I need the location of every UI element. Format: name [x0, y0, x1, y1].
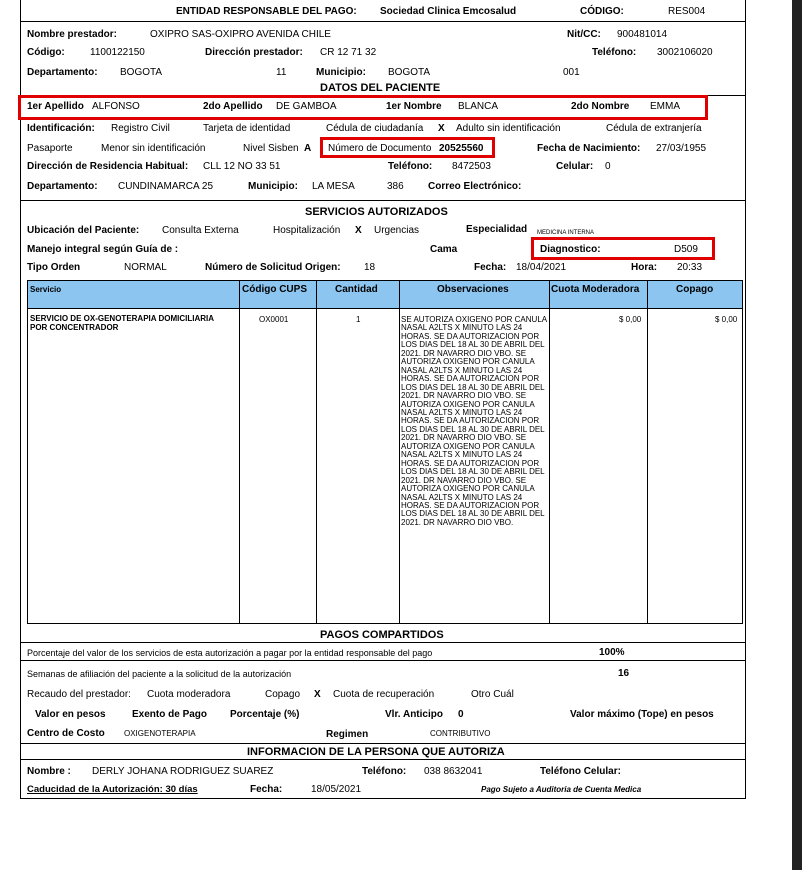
service-hour-value: 20:33	[677, 262, 703, 273]
authorizer-date-value: 18/05/2021	[311, 784, 362, 795]
provider-dept-value: BOGOTA	[120, 67, 163, 78]
table-border	[27, 309, 28, 623]
provider-nit-value: 900481014	[617, 29, 668, 40]
collection-label: Recaudo del prestador:	[27, 689, 131, 700]
col-header-cups: Código CUPS	[242, 284, 307, 295]
col-header-copay: Copago	[676, 284, 714, 295]
service-hour-label: Hora:	[631, 262, 658, 273]
weeks-value: 16	[618, 668, 630, 679]
provider-code-value: 1100122150	[90, 47, 145, 58]
id-selected-mark: X	[438, 123, 445, 134]
residence-value: CLL 12 NO 33 51	[203, 161, 281, 172]
authorizer-phone-label: Teléfono:	[362, 766, 407, 777]
row-fee: $ 0,00	[619, 315, 642, 324]
residence-label: Dirección de Residencia Habitual:	[27, 161, 189, 172]
id-option-minor-no-id: Menor sin identificación	[101, 143, 206, 154]
provider-code-label: Código:	[27, 47, 65, 58]
percent-label: Porcentaje (%)	[230, 709, 300, 720]
provider-muni-code: 001	[563, 67, 580, 78]
id-option-citizenship-card: Cédula de ciudadanía	[326, 123, 424, 134]
id-option-foreign-card: Cédula de extranjería	[606, 123, 702, 134]
name2-label: 2do Nombre	[571, 101, 630, 112]
exempt-label: Exento de Pago	[132, 709, 208, 720]
provider-muni-value: BOGOTA	[388, 67, 431, 78]
order-type-value: NORMAL	[124, 262, 167, 273]
col-header-service: Servicio	[30, 285, 62, 294]
col-header-observations: Observaciones	[437, 284, 509, 295]
document-number-label: Número de Documento	[328, 143, 432, 154]
birth-date-label: Fecha de Nacimiento:	[537, 143, 641, 154]
patient-cell-label: Celular:	[556, 161, 594, 172]
advance-value: 0	[458, 709, 464, 720]
payment-percent-value: 100%	[599, 647, 625, 658]
code-label: CÓDIGO:	[580, 6, 624, 17]
divider	[20, 200, 745, 201]
code-value: RES004	[668, 6, 706, 17]
name1-value: BLANCA	[458, 101, 499, 112]
provider-nit-label: Nit/CC:	[567, 29, 601, 40]
email-label: Correo Electrónico:	[428, 181, 522, 192]
authorizer-phone-value: 038 8632041	[424, 766, 483, 777]
table-border	[742, 280, 743, 623]
diagnosis-value: D509	[674, 244, 698, 255]
divider	[20, 660, 745, 661]
row-service: SERVICIO DE OX-GENOTERAPIA DOMICILIARIA POR CONCENTRADOR	[30, 314, 214, 332]
id-option-civil-registry: Registro Civil	[111, 123, 170, 134]
table-border	[647, 280, 648, 623]
patient-muni-value: LA MESA	[312, 181, 355, 192]
entity-label: ENTIDAD RESPONSABLE DEL PAGO:	[176, 6, 357, 17]
table-border	[549, 280, 550, 623]
col-header-fee: Cuota Moderadora	[551, 284, 640, 295]
sisben-label: Nivel Sisben	[243, 143, 299, 154]
id-option-adult-no-id: Adulto sin identificación	[456, 123, 561, 134]
payment-percent-label: Porcentaje del valor de los servicios de esta autorización a pagar por la entidad responsable del pago	[27, 648, 433, 658]
table-border	[316, 280, 317, 623]
expiry-label: Caducidad de la Autorización: 30 días	[27, 784, 198, 795]
name1-label: 1er Nombre	[386, 101, 442, 112]
viewer-scrollbar[interactable]	[792, 0, 802, 870]
divider	[20, 21, 745, 22]
location-option-hospital: Hospitalización	[273, 225, 341, 236]
patient-dept-label: Departamento:	[27, 181, 98, 192]
services-section-title: SERVICIOS AUTORIZADOS	[305, 206, 448, 218]
authorizer-name-label: Nombre :	[27, 766, 71, 777]
row-cups: OX0001	[259, 315, 289, 324]
authorizer-cell-label: Teléfono Celular:	[540, 766, 621, 777]
order-type-label: Tipo Orden	[27, 262, 81, 273]
patient-muni-label: Municipio:	[248, 181, 298, 192]
regime-label: Regimen	[326, 729, 369, 740]
patient-dept-value: CUNDINAMARCA 25	[118, 181, 214, 192]
entity-value: Sociedad Clinica Emcosalud	[380, 6, 517, 17]
provider-dept-code: 11	[276, 67, 287, 78]
collection-option-copay: Copago	[265, 689, 301, 700]
weeks-label: Semanas de afiliación del paciente a la solicitud de la autorización	[27, 669, 292, 679]
cost-center-value: OXIGENOTERAPIA	[124, 729, 196, 738]
divider	[20, 743, 745, 744]
cost-center-label: Centro de Costo	[27, 728, 105, 739]
row-observations: SE AUTORIZA OXIGENO POR CANULA NASAL A2LTS X MINUTO LAS 24 HORAS. SE DA AUTORIZACION POR LOS DIAS DEL 18 AL 30 DE ABRIL DEL 2021. DR NAVARRO DIO VBO. SE AUTORIZA OXIGENO POR CANULA NASAL A2LTS X MINUTO LAS 24 HORAS. SE DA AUTORIZACION POR LOS DIAS DEL 18 AL 30 DE ABRIL DEL 2021. DR NAVARRO DIO VBO. SE AUTORIZA OXIGENO POR CANULA NASAL A2LTS X MINUTO LAS 24 HORAS. SE DA AUTORIZACION POR LOS DIAS DEL 18 AL 30 DE ABRIL DEL 2021. DR NAVARRO DIO VBO. SE AUTORIZA OXIGENO POR CANULA NASAL A2LTS X MINUTO LAS 24 HORAS. SE DA AUTORIZACION POR LOS DIAS DEL 18 AL 30 DE ABRIL DEL 2021. DR NAVARRO DIO VBO. SE AUTORIZA OXIGENO POR CANULA NASAL A2LTS X MINUTO LAS 24 HORAS. SE DA AUTORIZACION POR LOS DIAS DEL 18 AL 30 DE ABRIL DEL 2021. DR NAVARRO DIO VBO.	[401, 315, 547, 527]
name2-value: EMMA	[650, 101, 680, 112]
bed-label: Cama	[430, 244, 458, 255]
specialty-value: MEDICINA INTERNA	[537, 230, 595, 236]
row-copay: $ 0,00	[715, 315, 738, 324]
value-label: Valor en pesos	[35, 709, 106, 720]
provider-dept-label: Departamento:	[27, 67, 98, 78]
birth-date-value: 27/03/1955	[656, 143, 707, 154]
provider-phone-label: Teléfono:	[592, 47, 637, 58]
document-number-value: 20525560	[439, 143, 484, 154]
patient-phone-value: 8472503	[452, 161, 491, 172]
collection-option-fee: Cuota moderadora	[147, 689, 231, 700]
table-border	[27, 623, 743, 624]
patient-muni-code: 386	[387, 181, 404, 192]
location-selected-mark: X	[355, 225, 362, 236]
request-number-label: Número de Solicitud Origen:	[205, 262, 341, 273]
col-header-quantity: Cantidad	[335, 284, 378, 295]
authorizer-date-label: Fecha:	[250, 784, 283, 795]
provider-name-label: Nombre prestador:	[27, 29, 118, 40]
collection-option-other: Otro Cuál	[471, 689, 514, 700]
location-option-outpatient: Consulta Externa	[162, 225, 239, 236]
location-option-emergency: Urgencias	[374, 225, 420, 236]
specialty-label: Especialidad	[466, 224, 528, 235]
provider-phone-value: 3002106020	[657, 47, 713, 58]
provider-address-label: Dirección prestador:	[205, 47, 303, 58]
provider-name-value: OXIPRO SAS-OXIPRO AVENIDA CHILE	[150, 29, 331, 40]
patient-phone-label: Teléfono:	[388, 161, 433, 172]
patient-cell-value: 0	[605, 161, 611, 172]
collection-selected-mark: X	[314, 689, 321, 700]
request-number-value: 18	[364, 262, 376, 273]
provider-muni-label: Municipio:	[316, 67, 366, 78]
service-date-value: 18/04/2021	[516, 262, 567, 273]
service-date-label: Fecha:	[474, 262, 507, 273]
surname2-label: 2do Apellido	[203, 101, 263, 112]
audit-note: Pago Sujeto a Auditoria de Cuenta Medica	[481, 785, 642, 794]
table-border	[239, 280, 240, 623]
payments-section-title: PAGOS COMPARTIDOS	[320, 629, 444, 641]
collection-option-recovery: Cuota de recuperación	[333, 689, 435, 700]
surname1-label: 1er Apellido	[27, 101, 84, 112]
advance-label: Vlr. Anticipo	[385, 709, 443, 720]
id-label: Identificación:	[27, 123, 95, 134]
id-option-identity-card: Tarjeta de identidad	[203, 123, 291, 134]
divider	[20, 642, 745, 643]
authorizer-section-title: INFORMACION DE LA PERSONA QUE AUTORIZA	[247, 746, 505, 758]
location-label: Ubicación del Paciente:	[27, 225, 140, 236]
regime-value: CONTRIBUTIVO	[430, 729, 491, 738]
provider-address-value: CR 12 71 32	[320, 47, 377, 58]
guide-label: Manejo integral según Guía de :	[27, 244, 179, 255]
row-quantity: 1	[356, 315, 361, 324]
max-value-label: Valor máximo (Tope) en pesos	[570, 709, 714, 720]
patient-section-title: DATOS DEL PACIENTE	[320, 82, 441, 94]
diagnosis-label: Diagnostico:	[540, 244, 601, 255]
id-option-passport: Pasaporte	[27, 143, 73, 154]
sisben-value: A	[304, 143, 312, 154]
surname2-value: DE GAMBOA	[276, 101, 337, 112]
authorizer-name-value: DERLY JOHANA RODRIGUEZ SUAREZ	[92, 766, 274, 777]
divider	[20, 759, 745, 760]
table-border	[399, 280, 400, 623]
surname1-value: ALFONSO	[92, 101, 140, 112]
